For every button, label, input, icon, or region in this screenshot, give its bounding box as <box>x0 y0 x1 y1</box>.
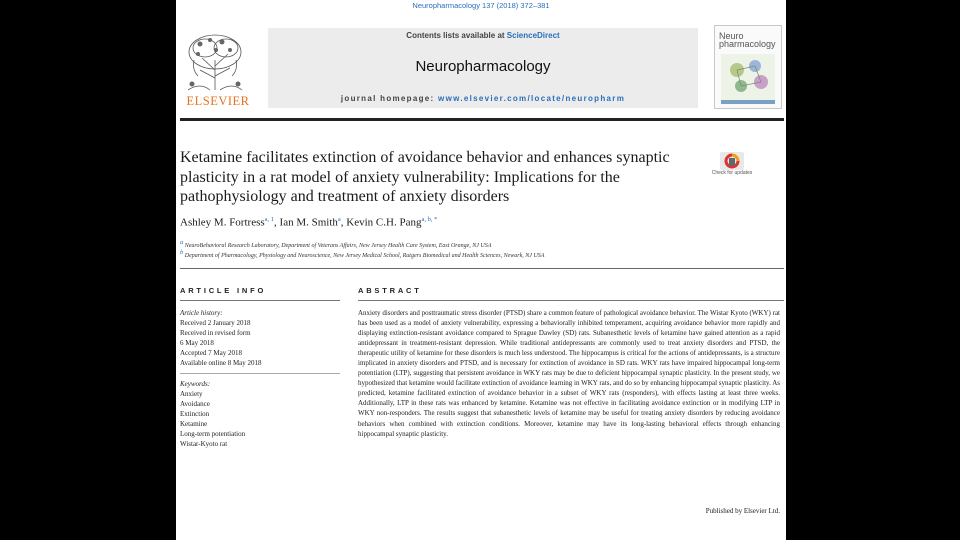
author-name[interactable]: Kevin C.H. Pang <box>346 216 422 229</box>
author-superscript[interactable]: a, b, * <box>421 216 438 223</box>
author-separator: , <box>274 216 280 229</box>
article-page <box>176 0 786 540</box>
journal-header-box <box>268 28 698 108</box>
history-item: Received 2 January 2018 <box>180 319 251 327</box>
history-label: Article history: <box>180 309 223 317</box>
journal-homepage-link[interactable]: www.elsevier.com/locate/neuropharm <box>438 94 626 103</box>
affiliation-text: NeuroBehavioral Research Laboratory, Department of Veterans Affairs, New Jersey Health Care System, East Orange, NJ USA <box>184 243 492 249</box>
check-for-updates-label: Check for updates <box>711 170 753 176</box>
publisher-name: ELSEVIER <box>186 94 250 108</box>
abstract-body: Anxiety disorders and posttraumatic stress disorder (PTSD) share a common feature of pathological avoidance behavior. The Wistar Kyoto (WKY) rat has been used as a model of anxiety vulnerability, expressing a behaviorally inhibited temperament, acquiring avoidance behavior more rapidly and displaying extinction-resistant avoidance compared to Sprague Dawley (SD) rats. Subanesthetic levels of ketamine have gained attention as a rapid antidepressant in treatment-resistant depression. While traditional antidepressants are commonly used to treat anxiety disorders and PTSD, the therapeutic utility of ketamine for these disorders is much less understood. The hippocampus is critical for the actions of antidepressants, is a structure implicated in anxiety disorders and PTSD, and is necessary for extinction of avoidance in SD rats. WKY rats have impaired hippocampal long-term potentiation (LTP), suggesting that persistent avoidance in WKY rats may be due to deficient hippocampal synaptic plasticity. In the present study, we hypothesized that ketamine would facilitate extinction of avoidance learning in WKY rats, and do so by enhancing hippocampal synaptic plasticity. As predicted, ketamine facilitated extinction of avoidance behavior in a subset of WKY rats (responders), with effects lasting at least three weeks. Additionally, LTP in these rats was enhanced by ketamine. Ketamine was not effective in facilitating avoidance extinction or in modifying LTP in WKY non-responders. The results suggest that subanesthetic levels of ketamine may be useful for treating anxiety disorders by reducing avoidance behaviors when combined with extinction conditions. Moreover, ketamine may have its long-lasting behavioral effects through enhancing hippocampal synaptic plasticity. <box>358 309 780 438</box>
abstract-rule <box>358 300 784 301</box>
author-superscript[interactable]: a, 1 <box>264 216 275 223</box>
author-separator: , <box>340 216 347 229</box>
keywords-rule <box>180 373 340 374</box>
homepage-prefix: journal homepage: <box>340 94 439 103</box>
contents-line <box>268 31 698 40</box>
author-superscript[interactable]: a <box>337 216 341 223</box>
article-history <box>180 308 345 368</box>
article-title: Ketamine facilitates extinction of avoidance behavior and enhances synaptic plasticity in a rat model of anxiety vulnerability: Implications for the pathophysiology and treatment of anxiety disorders <box>180 149 670 206</box>
keyword[interactable]: Long-term potentiation <box>180 430 246 438</box>
affiliation-rule <box>180 268 784 269</box>
history-item: Accepted 7 May 2018 <box>180 349 243 357</box>
abstract-heading: ABSTRACT <box>358 286 422 295</box>
keyword[interactable]: Wistar-Kyoto rat <box>180 440 228 448</box>
keyword[interactable]: Extinction <box>180 410 210 418</box>
journal-name: Neuropharmacology <box>415 58 551 75</box>
author-name[interactable]: Ashley M. Fortress <box>180 216 265 229</box>
cover-art-icon <box>715 48 781 108</box>
author-list <box>180 216 740 229</box>
author-name[interactable]: Ian M. Smith <box>279 216 338 229</box>
copyright-line: Published by Elsevier Ltd. <box>705 507 780 515</box>
history-item: 6 May 2018 <box>180 339 214 347</box>
header-rule <box>180 118 784 121</box>
keywords <box>180 379 345 449</box>
affiliation-mark: a <box>180 239 184 246</box>
keyword[interactable]: Ketamine <box>180 420 208 428</box>
affiliation-text: Department of Pharmacology, Physiology and Neuroscience, New Jersey Medical School, Rutgers Biomedical and Health Sciences, Newark, NJ USA <box>184 253 545 259</box>
homepage-line <box>268 94 698 103</box>
article-info-rule <box>180 300 340 301</box>
history-item: Available online 8 May 2018 <box>180 359 262 367</box>
keyword[interactable]: Avoidance <box>180 400 210 408</box>
history-item: Received in revised form <box>180 329 251 337</box>
article-info-heading: ARTICLE INFO <box>180 286 267 295</box>
journal-citation[interactable]: Neuropharmacology 137 (2018) 372–381 <box>412 1 550 10</box>
keyword[interactable]: Anxiety <box>180 390 203 398</box>
sciencedirect-link[interactable]: ScienceDirect <box>506 31 560 40</box>
keywords-label: Keywords: <box>180 380 211 388</box>
journal-cover-thumbnail[interactable] <box>714 25 782 109</box>
affiliation-mark: b <box>180 249 184 256</box>
cover-title: Neuro pharmacology <box>719 31 776 49</box>
affiliation <box>180 239 780 249</box>
affiliation <box>180 249 780 259</box>
contents-prefix: Contents lists available at <box>406 31 507 40</box>
